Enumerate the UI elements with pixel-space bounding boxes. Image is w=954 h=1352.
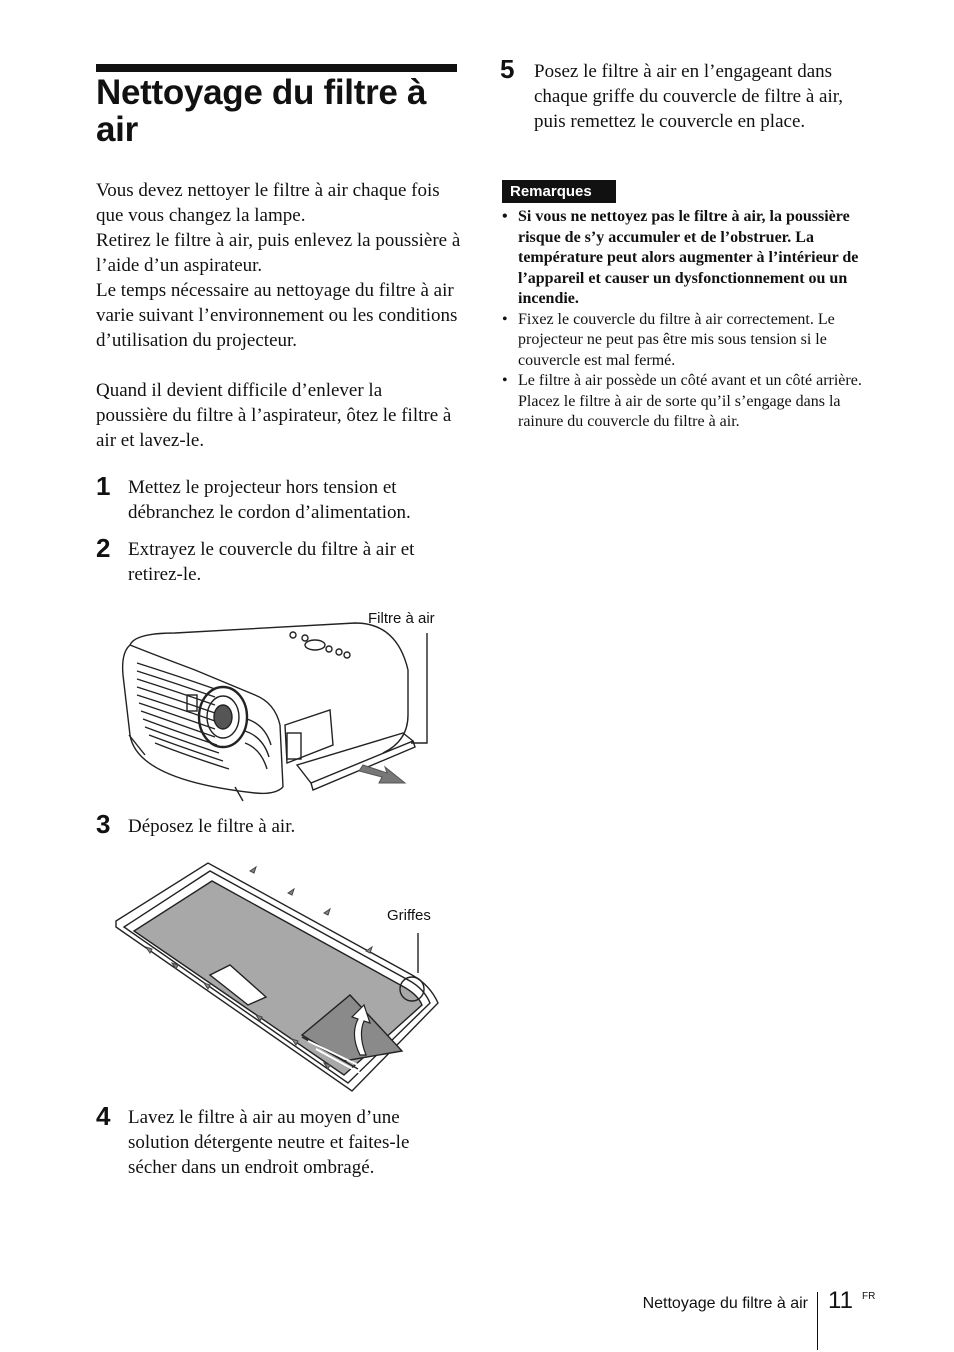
step-1-text: Mettez le projecteur hors tension et débranchez le cordon d’alimentation. (128, 477, 411, 523)
remarks-list (500, 207, 865, 433)
remark-item: • Le filtre à air possède un côté avant et un côté arrière. Placez le filtre à air de sorte qu’il s’engage dans la rainure du couvercle du filtre à air. (500, 371, 865, 433)
language-code: FR (862, 1291, 876, 1302)
footer-section-title: Nettoyage du filtre à air (642, 1295, 808, 1312)
step-3-text: Déposez le filtre à air. (128, 816, 296, 837)
step-4-text: Lavez le filtre à air au moyen d’une solution détergente neutre et faites-le sécher dans un endroit ombragé. (128, 1107, 410, 1178)
filter-illustration (112, 855, 452, 1095)
remark-item: • Si vous ne nettoyez pas le filtre à air, la poussière risque de s’y accumuler et de l’obstruer. La température peut alors augmenter à l’intérieur de l’appareil et causer un dysfonctionnement ou un incendie. (500, 207, 865, 310)
filter-callout-label: Filtre à air (368, 610, 435, 627)
footer-divider (817, 1292, 818, 1350)
page-number: 11 (828, 1287, 853, 1314)
intro-paragraph-2: Retirez le filtre à air, puis enlevez la poussière à l’aide d’un aspirateur. (96, 230, 461, 276)
projector-illustration (115, 615, 455, 805)
page-title: Nettoyage du filtre à air (96, 73, 427, 149)
step-2-number: 2 (96, 533, 111, 563)
remarks-heading: Remarques (502, 180, 616, 203)
intro-paragraph-3: Le temps nécessaire au nettoyage du filtre à air varie suivant l’environnement ou les conditions d’utilisation du projecteur. (96, 280, 458, 351)
intro-paragraph-4: Quand il devient difficile d’enlever la poussière du filtre à l’aspirateur, ôtez le filtre à air et lavez-le. (96, 380, 452, 451)
step-2-text: Extrayez le couvercle du filtre à air et retirez-le. (128, 539, 415, 585)
step-1-number: 1 (96, 471, 111, 501)
step-4-number: 4 (96, 1101, 111, 1131)
step-5-number: 5 (500, 54, 515, 84)
step-5-text: Posez le filtre à air en l’engageant dans chaque griffe du couvercle de filtre à air, puis remettez le couvercle en place. (534, 61, 844, 132)
step-3-number: 3 (96, 809, 111, 839)
claws-callout-label: Griffes (387, 907, 431, 924)
remark-item: • Fixez le couvercle du filtre à air correctement. Le projecteur ne peut pas être mis sous tension si le couvercle est mal fermé. (500, 310, 865, 372)
title-rule (96, 64, 457, 72)
intro-paragraph-1: Vous devez nettoyer le filtre à air chaque fois que vous changez la lampe. (96, 180, 440, 226)
intro-block (96, 178, 461, 353)
